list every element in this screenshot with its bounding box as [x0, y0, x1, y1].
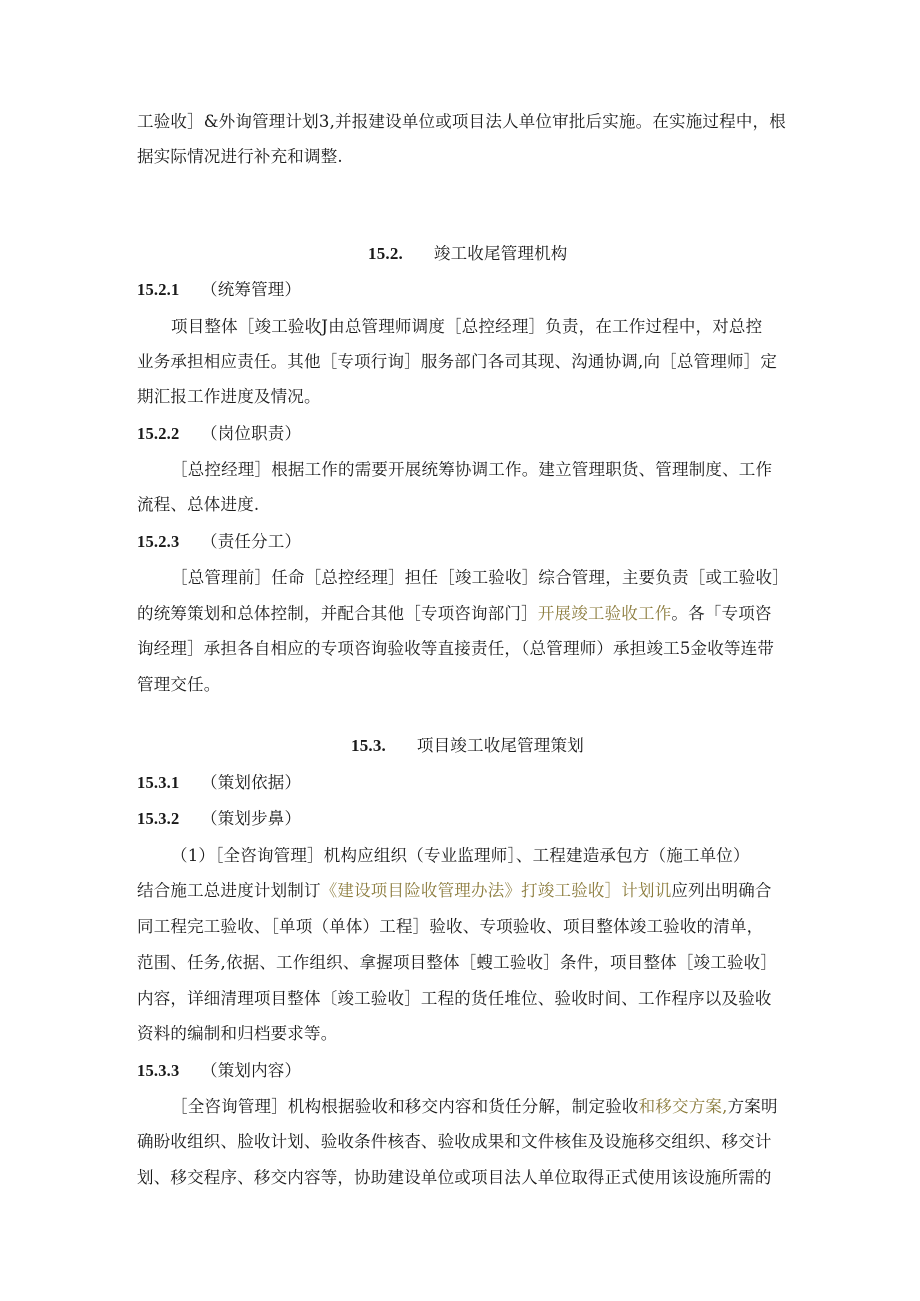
- section-title: 竣工收尾管理机构: [433, 244, 568, 263]
- highlighted-text: 《建设项目险收管理办法》打竣工验收］计划讥: [320, 881, 672, 900]
- paragraph-line: 项目整体［竣工验收J由总管理师调度［总控经理］负责，在工作过程中，对总控: [171, 317, 763, 336]
- subsection-label: （统筹管理）: [201, 280, 302, 299]
- subsection-label: （策划依据）: [201, 773, 302, 792]
- paragraph-line: 工验收］&外询管理计划3,并报建设单位或项目法人单位审批后实施。在实施过程中，根: [137, 112, 786, 131]
- subsection-heading-15-3-1: [137, 772, 301, 794]
- paragraph-line: [137, 880, 772, 902]
- paragraph-line: 询经理］承担各自相应的专项咨询验收等直接责任，（总管理师）承担竣工5金收等连带: [137, 639, 775, 658]
- paragraph-line: 划、移交程序、移交内容等，协助建设单位或项目法人单位取得正式使用该设施所需的: [137, 1168, 772, 1187]
- paragraph-line: ［总管理前］任命［总控经理］担任［竣工验收］综合管理，主要负责［或工验收］: [171, 568, 789, 587]
- section-title: 项目竣工收尾管理策划: [416, 736, 584, 755]
- paragraph-line: 内容，详细清理项目整体〔竣工验收］工程的货任堆位、验收时间、工作程序以及验收: [137, 989, 772, 1008]
- section-heading-15-3: [351, 735, 584, 757]
- text-run: ［全咨询管理］机构根据验收和移交内容和货任分解，制定验收: [171, 1097, 639, 1116]
- paragraph-line: 范围、任务,依据、工作组织、拿握项目整体［螋工验收］条件，项目整体［竣工验收］: [137, 953, 778, 972]
- paragraph-line: 流程、总体进度.: [137, 495, 260, 514]
- subsection-number: 15.3.2: [137, 809, 180, 828]
- subsection-heading-15-3-3: [137, 1060, 301, 1082]
- section-heading-15-2: [368, 243, 568, 265]
- paragraph-line: 同工程完工验收、［单项（单体）工程］验收、专项验收、项目整体竣工验收的清单，: [137, 917, 764, 936]
- subsection-number: 15.3.3: [137, 1061, 180, 1080]
- paragraph-line: ［总控经理］根据工作的需要开展统筹协调工作。建立管理职货、管理制度、工作: [171, 460, 773, 479]
- paragraph-line: 确盼收组织、脸收计划、验收条件核杳、验收成果和文件核隹及设施移交组织、移交计: [137, 1132, 772, 1151]
- subsection-number: 15.2.1: [137, 280, 180, 299]
- text-run: 方案明: [727, 1097, 778, 1116]
- highlighted-text: 和移交方案,: [638, 1097, 728, 1116]
- subsection-label: （岗位职责）: [201, 424, 302, 443]
- paragraph-line: [171, 1096, 778, 1118]
- text-run: 结合施工总进度计划制订: [137, 881, 321, 900]
- paragraph-line: 据实际情况进行补充和调整.: [137, 147, 343, 166]
- section-number: 15.3.: [351, 736, 386, 755]
- section-number: 15.2.: [368, 244, 403, 263]
- paragraph-line: 期汇报工作进度及情况。: [137, 387, 321, 406]
- subsection-heading-15-2-2: [137, 423, 301, 445]
- text-run: 应列出明确合: [671, 881, 772, 900]
- subsection-number: 15.3.1: [137, 773, 180, 792]
- paragraph-line: 资料的编制和归档要求等。: [137, 1024, 338, 1043]
- subsection-number: 15.2.2: [137, 424, 180, 443]
- subsection-number: 15.2.3: [137, 532, 180, 551]
- subsection-label: （策划内容）: [201, 1061, 302, 1080]
- subsection-heading-15-2-3: [137, 531, 301, 553]
- paragraph-line: （1）［全咨询管理］机构应组织（专业监理师］、工程建造承包方（施工单位）: [171, 846, 750, 865]
- paragraph-line: [137, 603, 772, 625]
- paragraph-line: 管理交任。: [137, 675, 221, 694]
- subsection-heading-15-2-1: [137, 279, 301, 301]
- highlighted-text: 开展竣工验收工作: [537, 604, 672, 623]
- subsection-label: （责任分工）: [201, 532, 302, 551]
- subsection-heading-15-3-2: [137, 808, 301, 830]
- text-run: 。各「专项咨: [671, 604, 772, 623]
- text-run: 的统筹策划和总体控制，并配合其他［专项咨询部门］: [137, 604, 538, 623]
- subsection-label: （策划步鼻）: [201, 809, 302, 828]
- paragraph-line: 业务承担相应责任。其他［专项行询］服务部门各司其现、沟通协调,向［总管理师］定: [137, 352, 778, 371]
